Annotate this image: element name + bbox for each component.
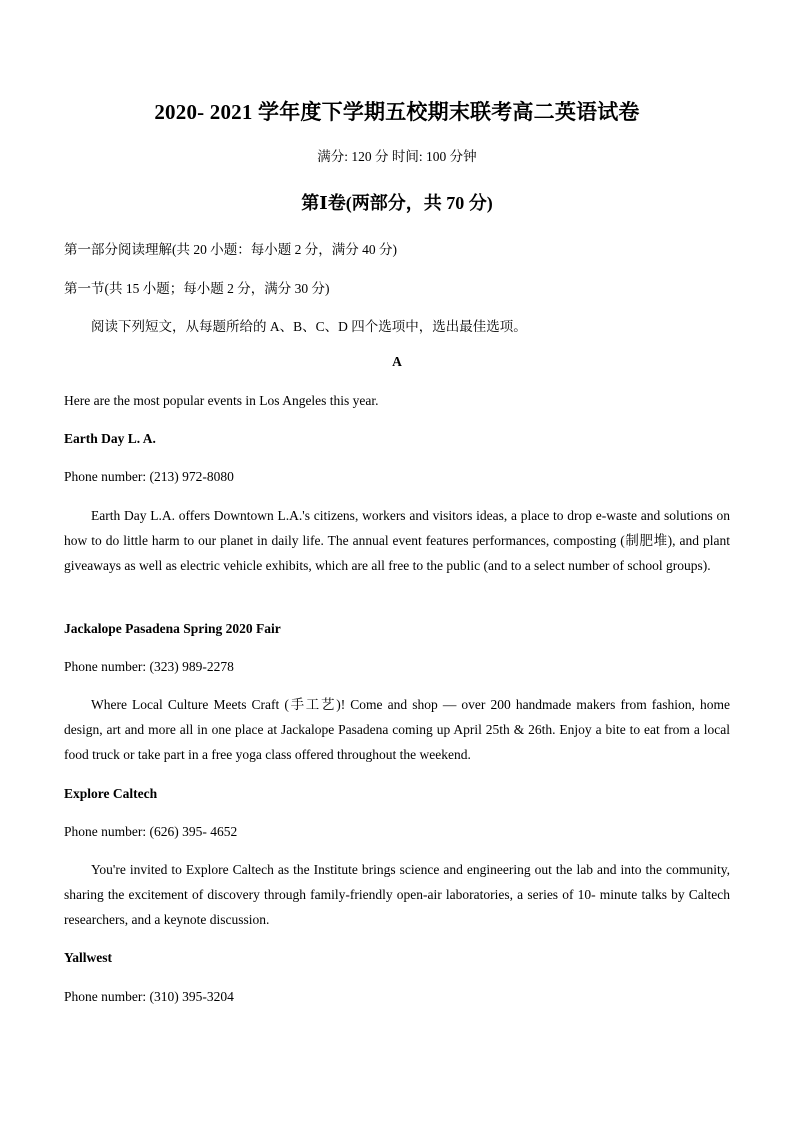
event-phone-earth-day: Phone number: (213) 972-8080: [64, 469, 234, 484]
score-time-line: 满分: 120 分 时间: 100 分钟: [317, 149, 477, 164]
reading-instruction: 阅读下列短文，从每题所给的 A、B、C、D 四个选项中，选出最佳选项。: [91, 319, 527, 334]
event-description-jackalope: Where Local Culture Meets Craft (手工艺)! Come and shop — over 200 handmade makers from fashion, home design, art and more all in one place at Jackalope Pasadena coming up April 25th & 26th. Enjoy a bite to eat from a local food truck or take part in a free yoga class offered throughout the weekend.: [64, 697, 730, 762]
event-description-earth-day: Earth Day L.A. offers Downtown L.A.'s citizens, workers and visitors ideas, a place to drop e-waste and solutions on how to do little harm to our planet in daily life. The annual event features performances, composting (制肥堆), and plant giveaways as well as electric vehicle exhibits, which are all free to the public (and to a select number of school groups).: [64, 508, 730, 573]
event-title-yallwest: Yallwest: [64, 950, 112, 965]
event-title-earth-day: Earth Day L. A.: [64, 431, 156, 446]
event-title-jackalope: Jackalope Pasadena Spring 2020 Fair: [64, 621, 281, 636]
passage-intro: Here are the most popular events in Los Angeles this year.: [64, 393, 379, 408]
event-phone-yallwest: Phone number: (310) 395-3204: [64, 989, 234, 1004]
event-title-caltech: Explore Caltech: [64, 786, 158, 801]
part-one-label: 第一部分阅读理解(共 20 小题：每小题 2 分，满分 40 分): [64, 242, 397, 257]
event-phone-jackalope: Phone number: (323) 989-2278: [64, 659, 234, 674]
event-description-caltech: You're invited to Explore Caltech as the Institute brings science and engineering out the lab and into the community, sharing the excitement of discovery through family-friendly open-air laboratories, a series of 10- minute talks by Caltech researchers, and a keynote discussion.: [64, 862, 730, 927]
event-phone-caltech: Phone number: (626) 395- 4652: [64, 824, 238, 839]
passage-letter: A: [392, 354, 402, 369]
volume-heading: 第Ⅰ卷(两部分，共 70 分): [301, 193, 493, 213]
section-one-label: 第一节(共 15 小题；每小题 2 分，满分 30 分): [64, 281, 330, 296]
exam-title: 2020- 2021 学年度下学期五校期末联考高二英语试卷: [154, 100, 640, 124]
